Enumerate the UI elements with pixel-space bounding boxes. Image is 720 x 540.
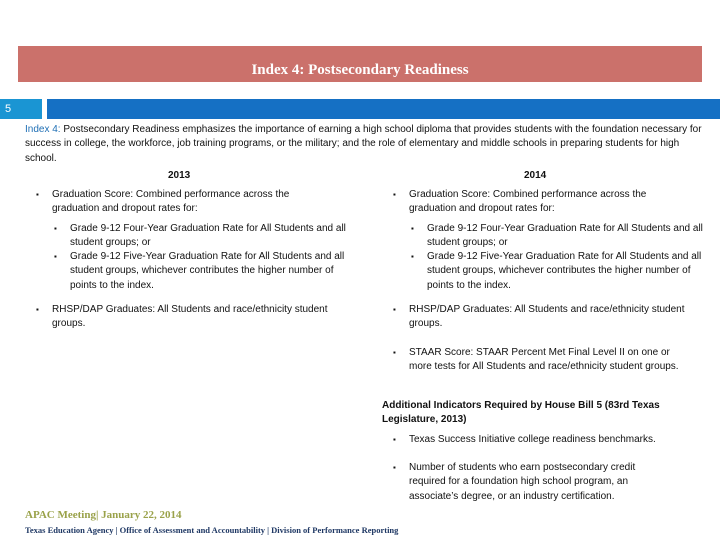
footer-agency: Texas Education Agency | Office of Assessment and Accountability | Division of Performance Reporting	[25, 525, 399, 535]
list-item	[393, 433, 689, 447]
item-text: RHSP/DAP Graduates: All Students and race/ethnicity student groups.	[409, 304, 685, 330]
intro-text: Postsecondary Readiness emphasizes the importance of earning a high school diploma that provides students with the foundation necessary for success in college, the workforce, job training programs, or the military; and the role of elementary and middle schools in preparing students for high school.	[25, 124, 702, 164]
additional-heading: Additional Indicators Required by House Bill 5 (83rd Texas Legislature, 2013)	[382, 400, 660, 426]
year-2014: 2014	[524, 170, 547, 181]
list-item	[411, 222, 707, 251]
bullet-icon: ▪	[393, 348, 396, 357]
bullet-icon: ▪	[54, 224, 57, 233]
list-item	[393, 346, 689, 375]
bullet-icon: ▪	[411, 224, 414, 233]
item-text: Graduation Score: Combined performance across the graduation and dropout rates for:	[409, 189, 647, 215]
bullet-icon: ▪	[54, 252, 57, 261]
item-text: Grade 9-12 Five-Year Graduation Rate for All Students and all student groups, whichever contributes the higher number of points to the index.	[70, 251, 345, 291]
title-banner	[18, 46, 702, 82]
bullet-icon: ▪	[36, 190, 39, 199]
list-item	[411, 250, 707, 293]
bullet-icon: ▪	[393, 463, 396, 472]
intro-keyword: Index 4:	[25, 124, 61, 135]
footer-meeting: APAC Meeting| January 22, 2014	[25, 509, 182, 521]
item-text: Texas Success Initiative college readiness benchmarks.	[409, 434, 656, 445]
item-text: Graduation Score: Combined performance across the graduation and dropout rates for:	[52, 189, 290, 215]
list-item	[54, 250, 350, 293]
slide-title: Index 4: Postsecondary Readiness	[251, 62, 469, 78]
list-item	[54, 222, 350, 251]
item-text: Grade 9-12 Five-Year Graduation Rate for All Students and all student groups, whichever contributes the higher number of points to the index.	[427, 251, 702, 291]
bullet-icon: ▪	[393, 435, 396, 444]
intro-paragraph	[25, 123, 705, 166]
list-item	[393, 303, 689, 332]
year-2013: 2013	[168, 170, 191, 181]
list-item	[36, 303, 332, 332]
item-text: Number of students who earn postsecondary credit required for a foundation high school program, an associate’s degree, or an industry certification.	[409, 462, 636, 502]
bullet-icon: ▪	[393, 305, 396, 314]
item-text: Grade 9-12 Four-Year Graduation Rate for All Students and all student groups; or	[70, 223, 346, 249]
slide-number: 5	[0, 99, 42, 119]
bullet-icon: ▪	[393, 190, 396, 199]
list-item	[36, 188, 332, 217]
header-bar	[47, 99, 720, 119]
list-item	[393, 188, 689, 217]
bullet-icon: ▪	[411, 252, 414, 261]
item-text: Grade 9-12 Four-Year Graduation Rate for All Students and all student groups; or	[427, 223, 703, 249]
bullet-icon: ▪	[36, 305, 39, 314]
list-item	[393, 461, 669, 504]
item-text: RHSP/DAP Graduates: All Students and race/ethnicity student groups.	[52, 304, 328, 330]
item-text: STAAR Score: STAAR Percent Met Final Level II on one or more tests for All Students and race/ethnicity student groups.	[409, 347, 679, 373]
